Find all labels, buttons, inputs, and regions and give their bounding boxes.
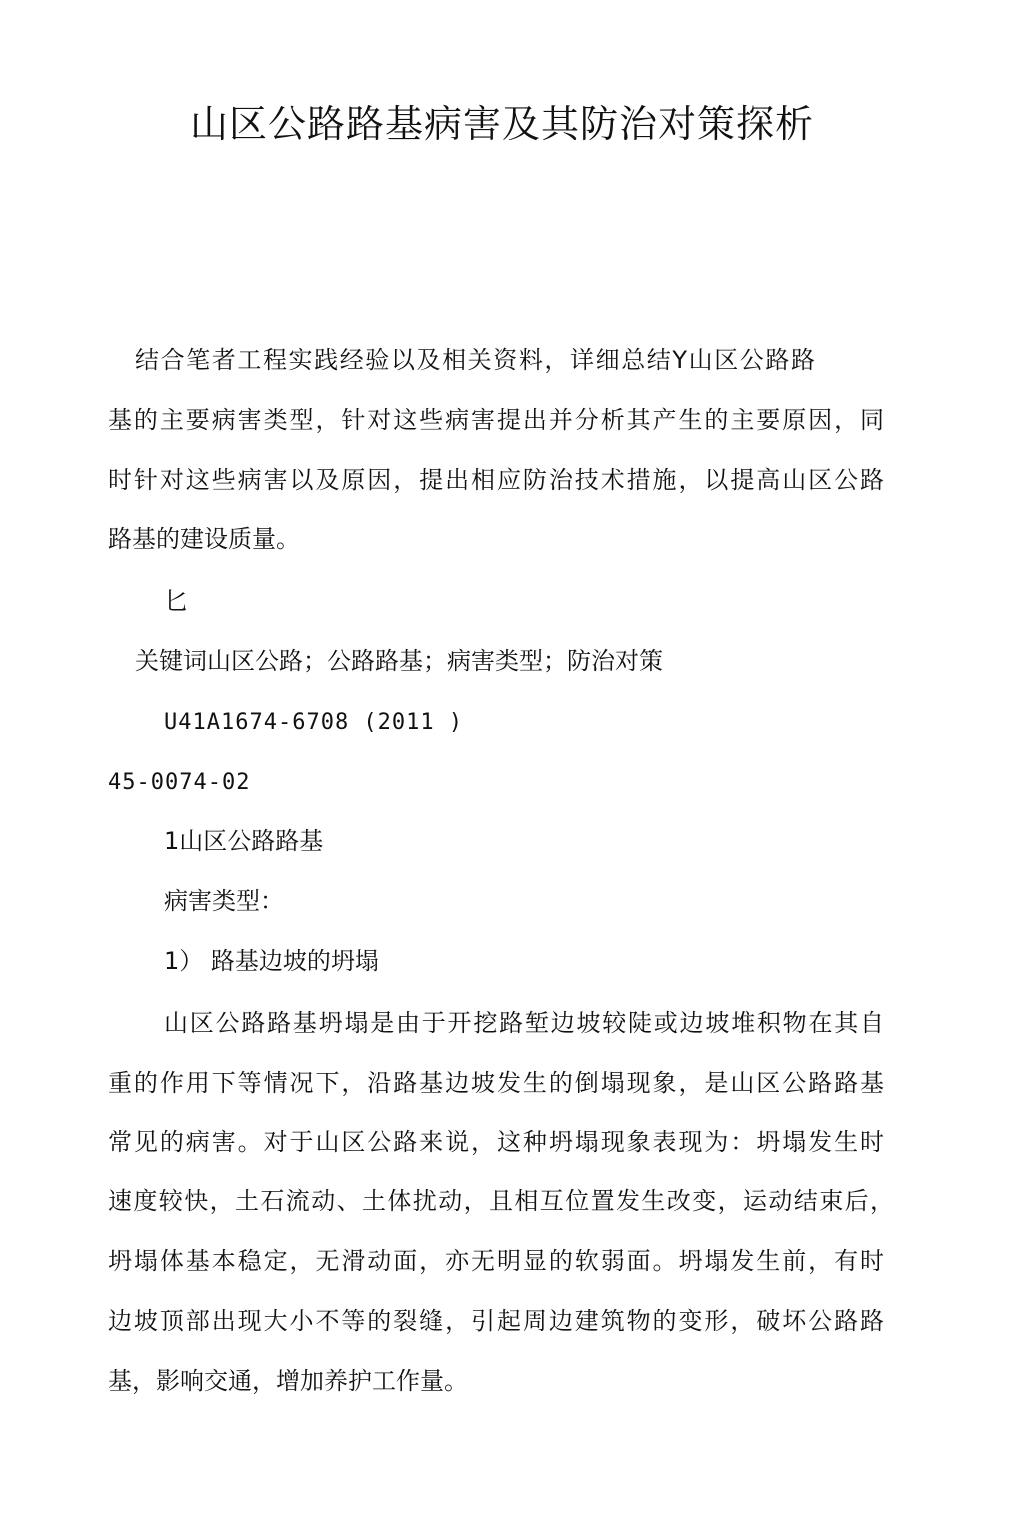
body-line: 重的作用下等情况下，沿路基边坡发生的倒塌现象，是山区公路路基	[108, 1069, 884, 1097]
section-heading: 1山区公路路基	[164, 827, 324, 855]
subsection-heading: 病害类型：	[164, 887, 284, 915]
classification-line: 45-0074-02	[108, 770, 251, 795]
abstract-line: 基的主要病害类型，针对这些病害提出并分析其产生的主要原因，同	[108, 406, 884, 434]
abstract-line: 时针对这些病害以及原因，提出相应防治技术措施，以提高山区公路	[108, 466, 884, 494]
body-line: 边坡顶部出现大小不等的裂缝，引起周边建筑物的变形，破坏公路路	[108, 1307, 884, 1335]
stray-character: 匕	[164, 587, 188, 615]
document-title: 山区公路路基病害及其防治对策探析	[189, 102, 814, 146]
body-line: 基，影响交通，增加养护工作量。	[108, 1367, 468, 1395]
body-line: 坍塌体基本稳定，无滑动面，亦无明显的软弱面。坍塌发生前，有时	[108, 1247, 884, 1275]
item-heading: 1） 路基边坡的坍塌	[164, 947, 379, 975]
keywords-line: 关键词山区公路；公路路基；病害类型；防治对策	[135, 647, 663, 675]
abstract-line: 结合笔者工程实践经验以及相关资料，详细总结Y山区公路路	[135, 346, 815, 374]
body-line: 山区公路路基坍塌是由于开挖路堑边坡较陡或边坡堆积物在其自	[164, 1009, 884, 1037]
body-line: 常见的病害。对于山区公路来说，这种坍塌现象表现为：坍塌发生时	[108, 1128, 884, 1156]
body-line: 速度较快，土石流动、土体扰动，且相互位置发生改变，运动结束后，	[108, 1187, 894, 1215]
classification-line: U41A1674-6708 (2011 )	[164, 710, 464, 735]
abstract-line: 路基的建设质量。	[108, 525, 300, 553]
